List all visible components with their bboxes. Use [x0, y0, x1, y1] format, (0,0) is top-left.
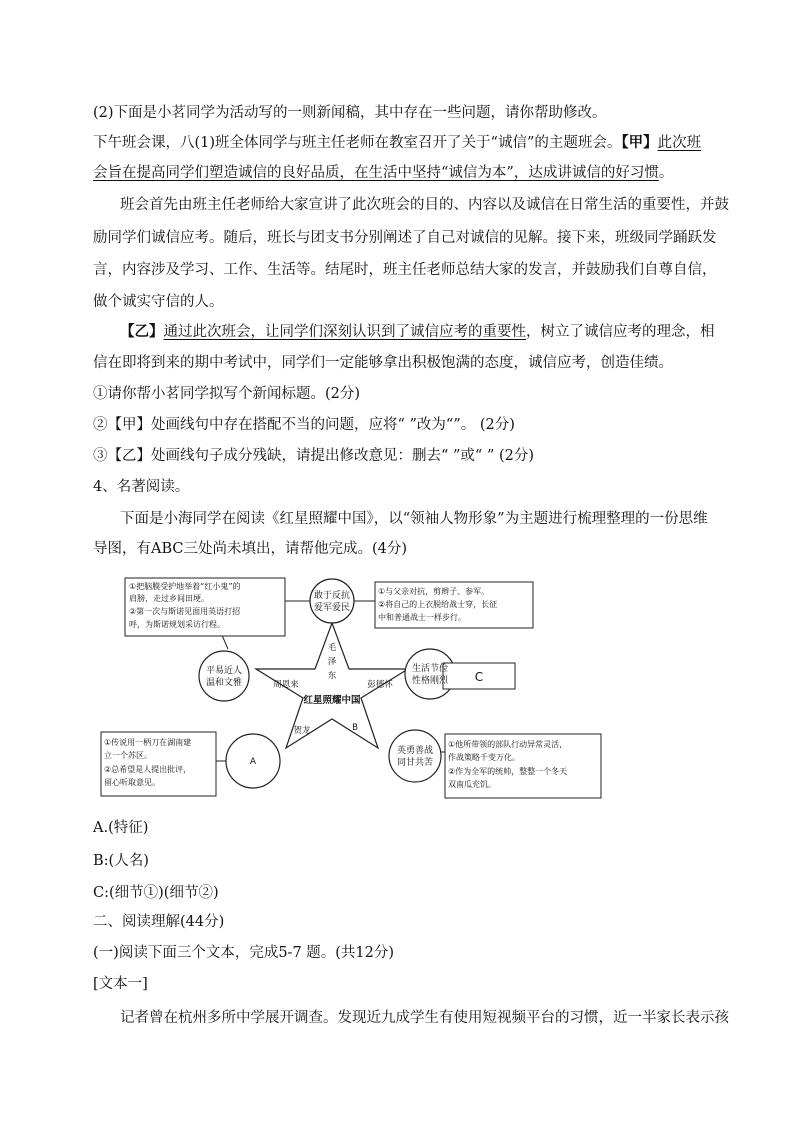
text-1-paragraph: 记者曾在杭州多所中学展开调查。发现近九成学生有使用短视频平台的习惯，近一半家长表示孩 [120, 1010, 729, 1026]
question-2-intro: (2)下面是小茗同学为活动写的一则新闻稿，其中存在一些问题，请你帮助修改。 [93, 105, 607, 121]
news-paragraph-1-line-2: 会旨在提高同学们塑造诚信的良好品质，在生活中坚持“诚信为本”，达成讲诚信的好习惯。 [93, 165, 674, 181]
sub-question-2: ②【甲】处画线句中存在搭配不当的问题，应将“ ”改为“”。 (2分) [93, 417, 515, 433]
text-1-label: [文本一] [93, 976, 148, 992]
box-top-left-line-4: 呼，为斯诺规划采访行程。 [129, 620, 225, 629]
underlined-sentence-yi: 通过此次班会，让同学们深刻认识到了诚信应考的重要性 [163, 324, 526, 340]
center-title: 红星照耀中国 [303, 695, 361, 706]
news-paragraph-2-line-3: 言，内容涉及学习、工作、生活等。结尾时，班主任老师总结大家的发言，并鼓励我们自尊自信， [93, 262, 717, 278]
box-top-left-line-1: ①把脑膜受护地举着“红小鬼”的 [129, 582, 241, 591]
bottom-right-circle-line-1: 英勇善战 [396, 746, 434, 756]
box-bottom-left-line-2: 立一个苏区。 [104, 751, 152, 760]
sub-question-1: ①请你帮小茗同学拟写个新闻标题。(2分) [93, 386, 361, 402]
name-mao-2: 泽 [327, 657, 337, 667]
box-top-right-line-1: ①与父亲对抗，剪辫子、参军。 [378, 587, 490, 596]
news-paragraph-2-line-4: 做个诚实守信的人。 [93, 294, 224, 310]
section-2-subtitle: (一)阅读下面三个文本，完成5-7 题。(共12分) [93, 945, 395, 961]
label-b: B [352, 723, 358, 733]
bottom-right-circle-line-2: 同甘共苦 [396, 758, 434, 768]
section-2-title: 二、阅读理解(44分) [93, 914, 225, 930]
left-circle-line-1: 平易近人 [205, 666, 243, 676]
sub-question-3: ③【乙】处画线句子成分残缺，请提出修改意见：删去“ ”或“ ” (2分) [93, 448, 535, 464]
news-paragraph-3-line-2: 信在即将到来的期中考试中，同学们一定能够拿出积极饱满的态度，诚信应考，创造佳绩。 [93, 355, 673, 371]
marker-jia: 【甲】 [621, 134, 658, 151]
box-bottom-left-line-4: 留心听取意见。 [104, 778, 160, 787]
top-circle-line-2: 爱军爱民 [313, 603, 351, 613]
right-circle-line-1: 生活节俭 [411, 664, 449, 674]
box-bottom-right-line-3: ②作为全军的统帅，整整一个冬天 [448, 767, 568, 776]
underlined-sentence-jia-start: 此次班 [657, 135, 702, 151]
box-top-left-line-2: 肩膀，走过乡间田埂。 [129, 594, 209, 603]
box-c-label: C [474, 670, 484, 684]
box-top-left-line-3: ②第一次与斯诺见面用英语打招 [129, 607, 241, 616]
news-paragraph-2-line-1: 班会首先由班主任老师给大家宣讲了此次班会的目的、内容以及诚信在日常生活的重要性，并鼓 [120, 197, 729, 213]
name-mao-1: 毛 [327, 643, 337, 653]
name-mao-3: 东 [327, 671, 337, 681]
left-circle-line-2: 温和文雅 [205, 678, 243, 688]
mind-map-diagram [95, 570, 605, 805]
news-paragraph-2-line-2: 励同学们诚信应考。随后，班长与团支书分别阐述了自己对诚信的见解。接下来，班级同学踊跃发 [93, 230, 717, 246]
circle-bottom-right [389, 730, 441, 782]
marker-yi: 【乙】 [120, 323, 164, 340]
section-4-title: 4、名著阅读。 [93, 479, 190, 495]
circle-top [310, 579, 354, 623]
section-4-paragraph-line-2: 导图，有ABC三处尚未填出，请帮他完成。(4分) [93, 541, 408, 557]
box-top-right-line-2: ②将自己的上衣脱给战士穿，长征 [378, 600, 498, 609]
box-bottom-left-line-3: ②总希望是人提出批评， [104, 765, 192, 774]
answer-c: C:(细节①)(细节②) [93, 885, 219, 901]
box-bottom-left-line-1: ①传说用一柄刀在湖南建 [104, 738, 192, 747]
underlined-sentence-jia: 会旨在提高同学们塑造诚信的良好品质，在生活中坚持“诚信为本”，达成讲诚信的好习惯 [93, 165, 659, 181]
box-bottom-right-line-4: 双南瓜充饥。 [448, 780, 496, 789]
circle-left [199, 651, 249, 701]
news-paragraph-3-line-1: 【乙】通过此次班会，让同学们深刻认识到了诚信应考的重要性，树立了诚信应考的理念，相 [120, 323, 715, 340]
name-peng-dehuai: 彭德怀 [367, 680, 393, 690]
section-4-paragraph-line-1: 下面是小海同学在阅读《红星照耀中国》，以“领袖人物形象”为主题进行梳理整理的一份思维 [120, 511, 708, 527]
box-bottom-right-line-2: 作战策略千变万化。 [448, 753, 520, 762]
answer-b: B:(人名) [93, 853, 149, 869]
right-circle-line-2: 性格刚烈 [411, 676, 449, 686]
circle-a-label: A [249, 757, 257, 767]
news-paragraph-1-line-1: 下午班会课，八(1)班全体同学与班主任老师在教室召开了关于“诚信”的主题班会。【甲】此次班 [93, 134, 702, 151]
name-zhou-enlai: 周恩来 [273, 680, 299, 690]
answer-a: A.(特征) [93, 820, 149, 836]
box-bottom-right-line-1: ①他所带领的部队行动异常灵活， [448, 740, 568, 749]
name-he-long: 贺龙 [293, 726, 311, 736]
top-circle-line-1: 敢于反抗 [313, 591, 351, 601]
box-top-right-line-3: 中和普通战士一样步行。 [378, 613, 466, 622]
